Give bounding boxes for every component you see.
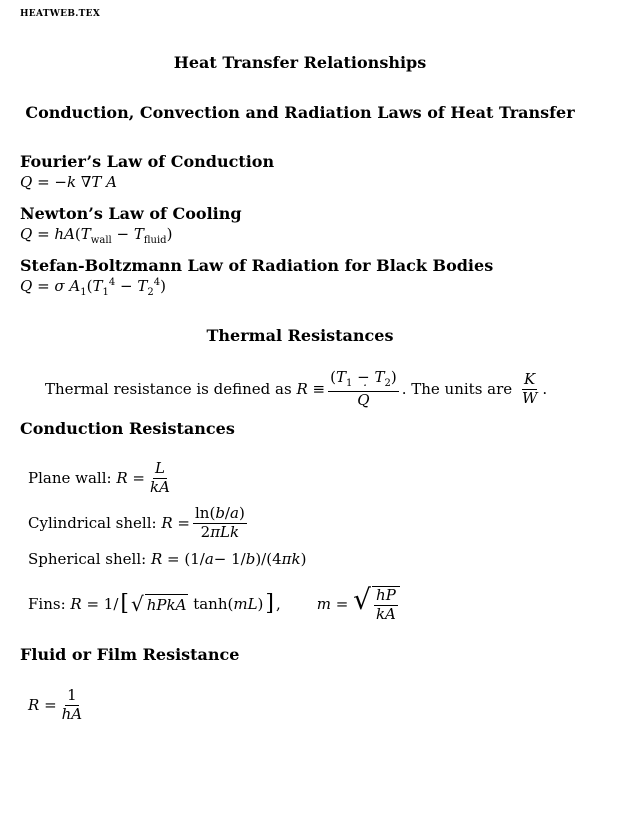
fins-equation: Fins: R = 1/ [ √ hPkA tanh( mL ) ] , m = √ $\frac{hP}{kA}$	[28, 586, 400, 623]
cylindrical-shell-equation: Cylindrical shell: R = $\frac{\ln(b/a)}{\text{2πLk}}$	[28, 504, 245, 541]
fluid-resistance-equation: R = $\frac{1}{hA}$	[28, 686, 83, 723]
file-label: HEATWEB.TEX	[20, 9, 101, 19]
stefan-equation: ˙ Q = σ $A_1(T_1^4 - T_2^4)$	[20, 277, 166, 298]
fourier-equation: ˙ Q = −k ∇T A	[20, 173, 117, 191]
conduction-heading: Conduction Resistances	[20, 419, 235, 438]
newton-heading: Newton’s Law of Cooling	[20, 204, 242, 223]
spherical-shell-equation: Spherical shell: R = (1/ a − 1/ b )/(4 πk )	[28, 550, 307, 568]
thermal-fraction: $(T_1 - T_2)$ ˙ Q	[328, 370, 399, 408]
thermal-definition: Thermal resistance is defined as R ≡ $(T_1 - T_2)$ ˙ Q . The units are $\frac{K}{W}$ .	[45, 370, 547, 408]
thermal-heading: Thermal Resistances	[206, 326, 394, 345]
units-fraction: $\frac{K}{W}$	[521, 369, 538, 407]
fourier-heading: Fourier’s Law of Conduction	[20, 152, 275, 171]
plane-wall-equation: Plane wall: R = $\frac{L}{kA}$	[28, 459, 170, 496]
fluid-heading: Fluid or Film Resistance	[20, 645, 240, 664]
page-subtitle: Conduction, Convection and Radiation Laws of Heat Transfer	[25, 103, 575, 122]
page-title: Heat Transfer Relationships	[173, 53, 427, 72]
stefan-heading: Stefan-Boltzmann Law of Radiation for Black Bodies	[20, 256, 494, 275]
newton-equation: ˙ $Q = hA(T_{wall} - T_{fluid})$	[20, 225, 172, 246]
